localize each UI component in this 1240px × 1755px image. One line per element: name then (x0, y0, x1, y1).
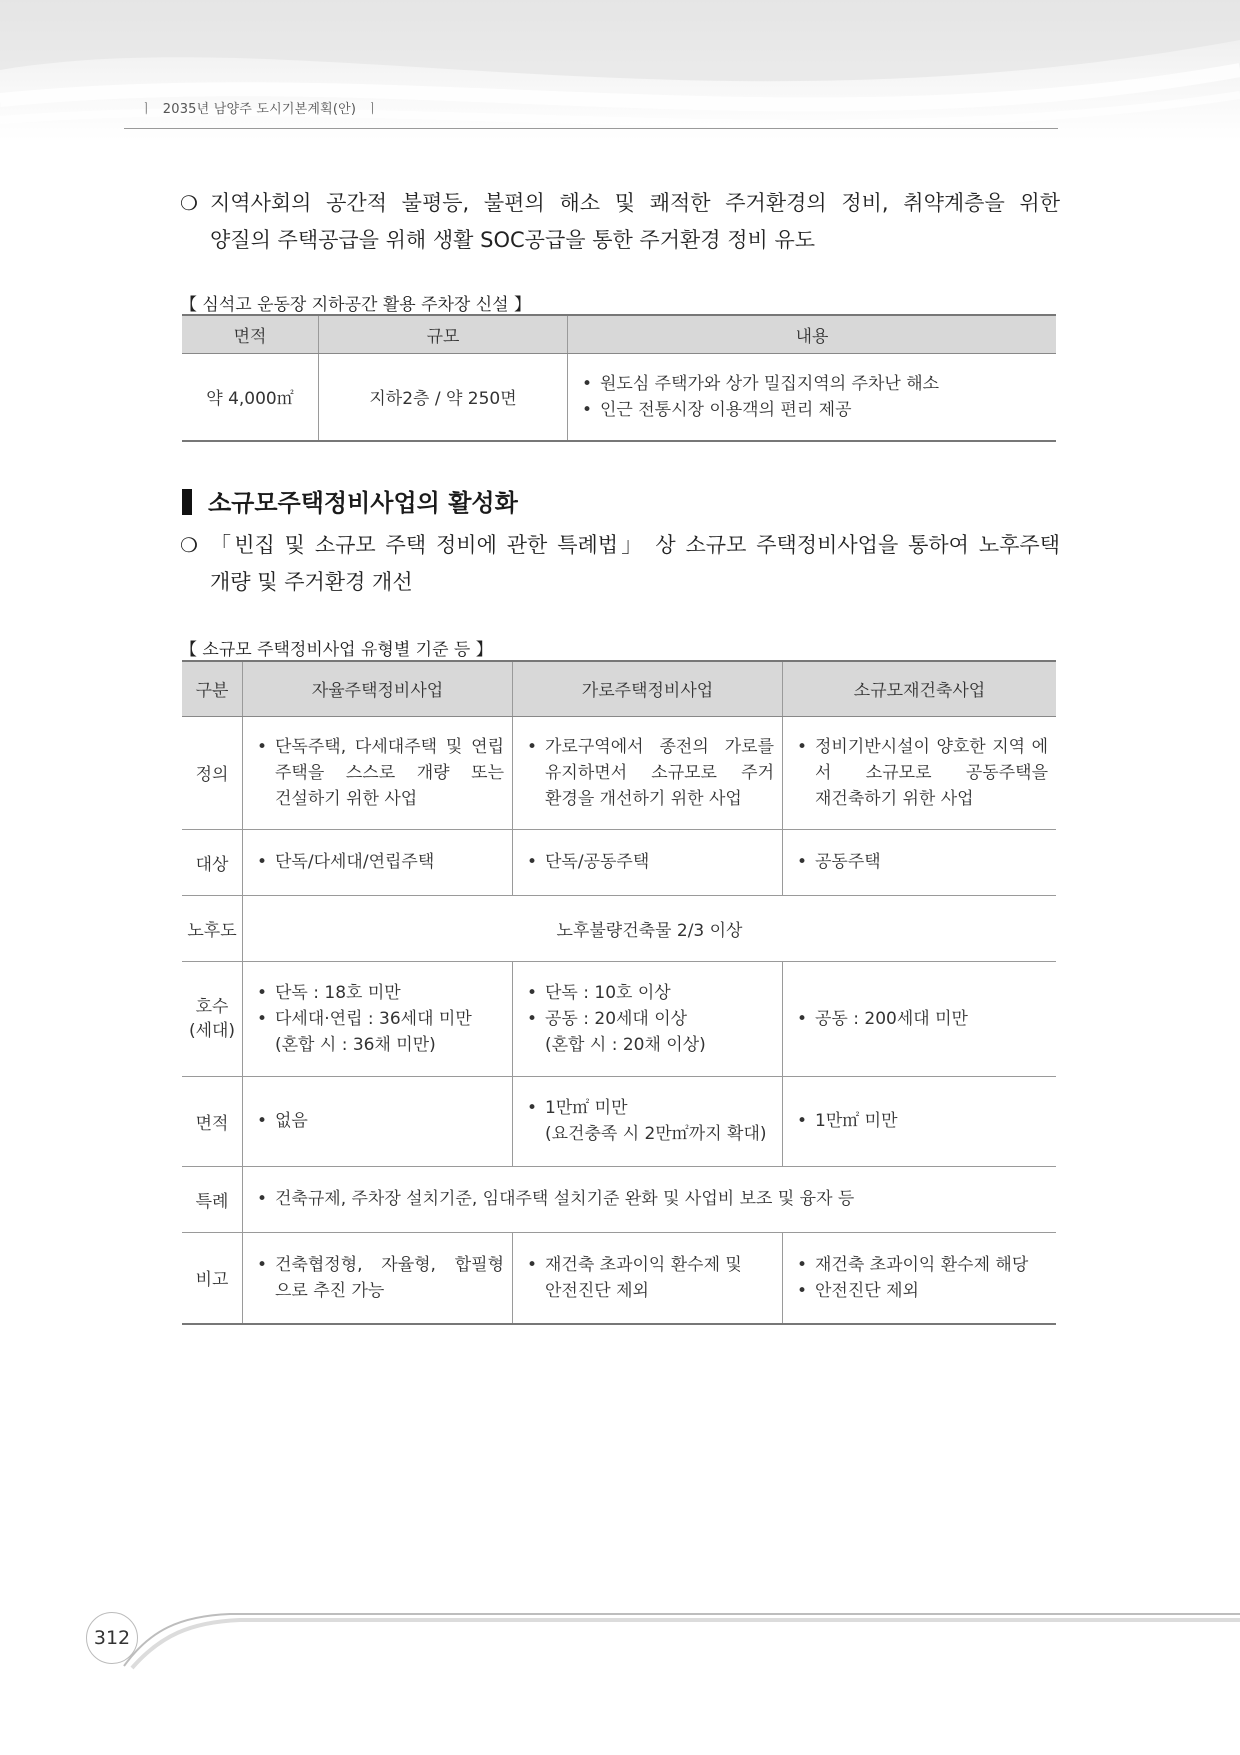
list-item: • 다세대·연립 : 36세대 미만 (혼합 시 : 36채 미만) (257, 1006, 504, 1058)
row-label-area: 면적 (182, 1076, 243, 1166)
table-header-row (182, 661, 1056, 716)
cell-scale: 지하2층 / 약 250면 (319, 353, 568, 441)
footer (80, 1610, 1240, 1670)
section-heading-text: 소규모주택정비사업의 활성화 (208, 489, 518, 517)
list-item: • 가로구역에서 종전의 가로를 유지하면서 소규모로 주거 환경을 개선하기 위한 사업 (527, 734, 774, 812)
header-scale: 규모 (319, 315, 568, 353)
header-area: 면적 (182, 315, 319, 353)
header-divider-right: ㅣ (366, 102, 379, 117)
parking-table (182, 314, 1056, 442)
document-title: 2035년 남양주 도시기본계획(안) (162, 102, 357, 117)
header-divider-left: ㅣ (140, 102, 153, 117)
list-item: • 건축협정형, 자율형, 합필형 으로 추진 가능 (257, 1252, 504, 1304)
heading-block-marker (182, 489, 192, 515)
table-row (182, 353, 1056, 441)
cell-definition-autonomous (243, 716, 513, 829)
list-item: • 건축규제, 주차장 설치기준, 임대주택 설치기준 완화 및 사업비 보조 및 융자 등 (257, 1186, 1048, 1212)
list-item: • 1만㎡ 미만 (797, 1108, 1048, 1134)
table2-caption: 【 소규모 주택정비사업 유형별 기준 등 】 (180, 640, 493, 660)
table-row (182, 895, 1056, 961)
intro-paragraph (180, 185, 1060, 259)
cell-aging-value: 노후불량건축물 2/3 이상 (243, 895, 1057, 961)
list-item: • 안전진단 제외 (797, 1278, 1048, 1304)
housing-types-table (182, 660, 1056, 1325)
header-swoosh-graphic (0, 0, 1240, 140)
row-label-definition: 정의 (182, 716, 243, 829)
cell-definition-reconstruction (783, 716, 1057, 829)
row-label-units: 호수 (세대) (182, 961, 243, 1076)
header-content: 내용 (568, 315, 1057, 353)
section-line-1: 「빈집 및 소규모 주택 정비에 관한 특례법」 상 소규모 주택정비사업을 통하여 노후주택 (210, 533, 1060, 557)
list-item: • 재건축 초과이익 환수제 해당 (797, 1252, 1048, 1278)
list-item: • 단독주택, 다세대주택 및 연립 주택을 스스로 개량 또는 건설하기 위한 사업 (257, 734, 504, 812)
row-label-remarks: 비고 (182, 1232, 243, 1324)
intro-line-2: 양질의 주택공급을 위해 생활 SOC공급을 통한 주거환경 정비 유도 (210, 228, 816, 252)
hollow-circle-bullet-icon: ❍ (180, 191, 198, 215)
table1-caption: 【 심석고 운동장 지하공간 활용 주차장 신설 】 (180, 295, 531, 315)
table-row (182, 1076, 1056, 1166)
cell-definition-street (513, 716, 783, 829)
header-street: 가로주택정비사업 (513, 661, 783, 716)
row-label-special: 특례 (182, 1166, 243, 1232)
table-row (182, 961, 1056, 1076)
table-row (182, 1232, 1056, 1324)
list-item: • 1만㎡ 미만 (요건충족 시 2만㎡까지 확대) (527, 1095, 774, 1147)
hollow-circle-bullet-icon: ❍ (180, 533, 198, 557)
cell-area: 약 4,000㎡ (182, 353, 319, 441)
list-item: • 공동주택 (797, 849, 1048, 875)
footer-swoosh-graphic (80, 1610, 1240, 1670)
list-item: • 원도심 주택가와 상가 밀집지역의 주차난 해소 (582, 371, 1048, 397)
section-paragraph (180, 527, 1060, 601)
running-header (130, 98, 389, 117)
section-heading (182, 483, 518, 518)
content-list (568, 371, 1056, 423)
list-item: • 정비기반시설이 양호한 지역 에서 소규모로 공동주택을 재건축하기 위한 사업 (797, 734, 1048, 812)
table-row (182, 716, 1056, 829)
row-label-target: 대상 (182, 829, 243, 895)
table-header-row (182, 315, 1056, 353)
list-item: • 단독 : 18호 미만 (257, 980, 504, 1006)
list-item: • 공동 : 200세대 미만 (797, 1006, 1048, 1032)
list-item: • 단독 : 10호 이상 (527, 980, 774, 1006)
page-number: 312 (86, 1612, 138, 1664)
row-label-aging: 노후도 (182, 895, 243, 961)
table-row (182, 1166, 1056, 1232)
list-item: • 인근 전통시장 이용객의 편리 제공 (582, 397, 1048, 423)
header-autonomous: 자율주택정비사업 (243, 661, 513, 716)
list-item: • 공동 : 20세대 이상 (혼합 시 : 20채 이상) (527, 1006, 774, 1058)
list-item: • 없음 (257, 1108, 504, 1134)
header-category: 구분 (182, 661, 243, 716)
header-small-reconstruction: 소규모재건축사업 (783, 661, 1057, 716)
section-line-2: 개량 및 주거환경 개선 (210, 570, 413, 594)
cell-content (568, 353, 1057, 441)
list-item: • 단독/공동주택 (527, 849, 774, 875)
header-rule (124, 128, 1058, 129)
list-item: • 단독/다세대/연립주택 (257, 849, 504, 875)
table-row (182, 829, 1056, 895)
list-item: • 재건축 초과이익 환수제 및 안전진단 제외 (527, 1252, 774, 1304)
intro-line-1: 지역사회의 공간적 불평등, 불편의 해소 및 쾌적한 주거환경의 정비, 취약계층을 위한 (210, 191, 1060, 215)
